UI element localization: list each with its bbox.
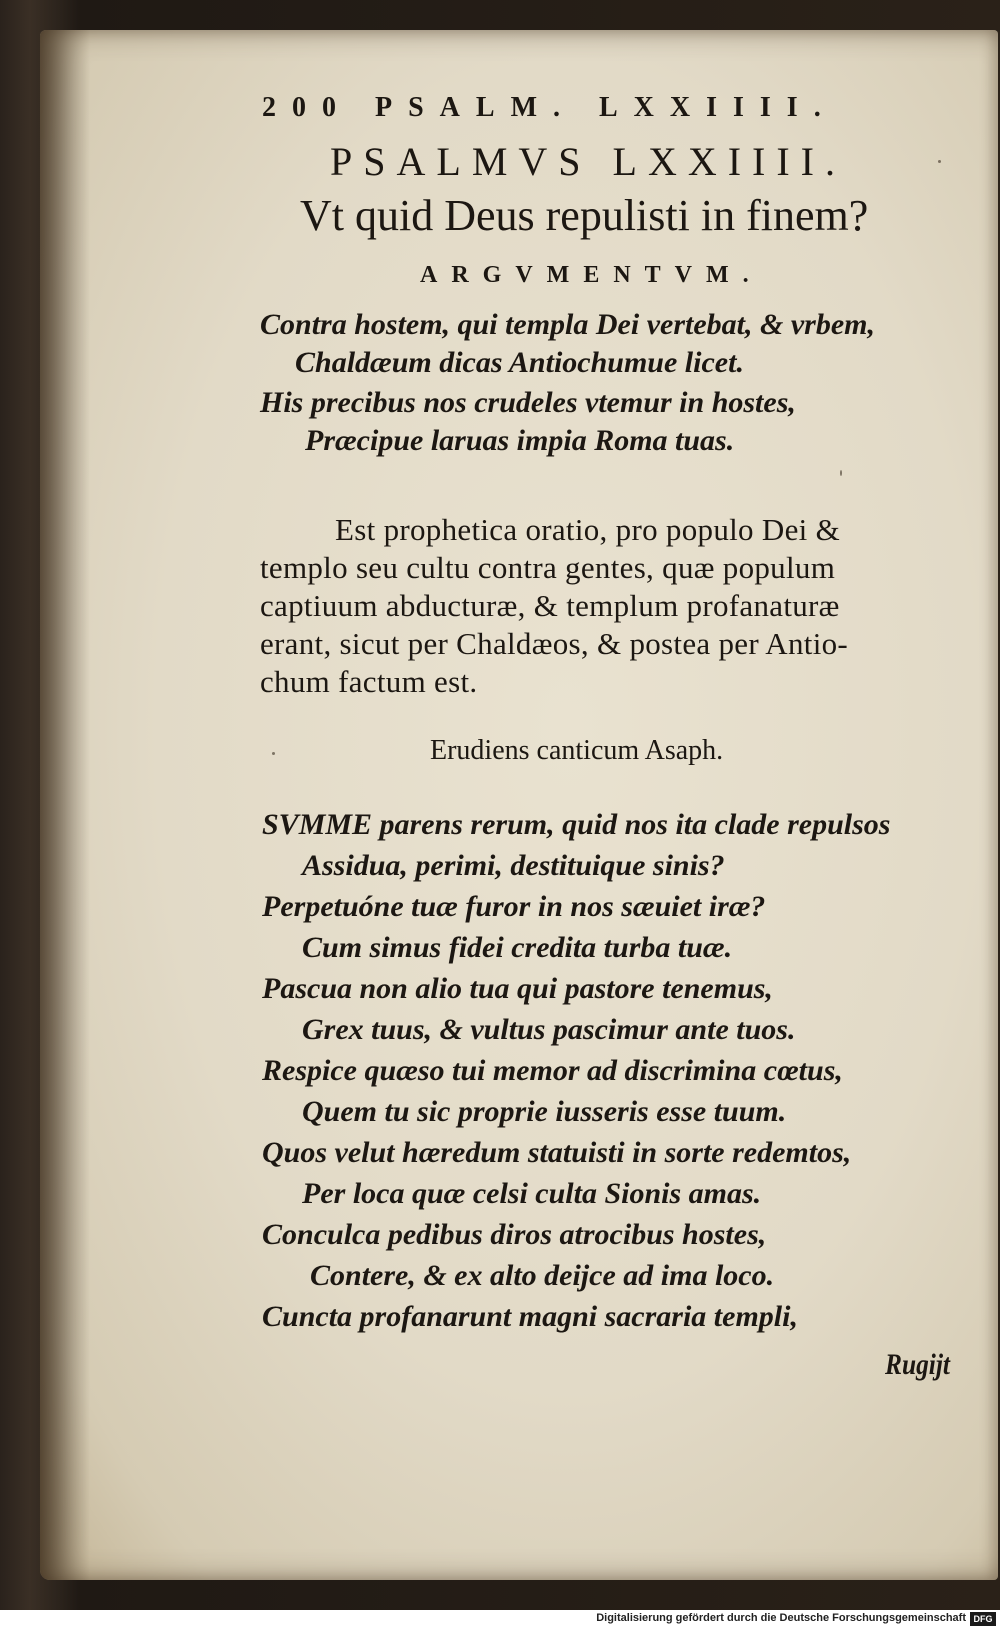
poem-line: Grex tuus, & vultus pascimur ante tuos.	[302, 1013, 796, 1046]
argumentum-heading: ARGVMENTVM.	[420, 262, 763, 288]
poem-line: Contere, & ex alto deijce ad ima loco.	[310, 1259, 775, 1292]
paper-speck	[840, 470, 842, 476]
poem-line: Perpetuóne tuæ furor in nos sæuiet iræ?	[262, 890, 766, 923]
argument-line: His precibus nos crudeles vtemur in hostes,	[260, 386, 796, 419]
paper-speck	[272, 752, 275, 755]
footer-credit: Digitalisierung gefördert durch die Deutsche Forschungsgemeinschaft	[596, 1612, 966, 1624]
argument-line: Chaldæum dicas Antiochumue licet.	[295, 346, 744, 379]
spine-shadow	[40, 30, 90, 1580]
paper-speck	[938, 160, 941, 163]
poem-line: Quem tu sic proprie iusseris esse tuum.	[302, 1095, 787, 1128]
psalm-caption: Erudiens canticum Asaph.	[430, 735, 724, 766]
poem-line: Respice quæso tui memor ad discrimina cœtus,	[262, 1054, 843, 1087]
poem-line: Per loca quæ celsi culta Sionis amas.	[302, 1177, 762, 1210]
argument-line: Contra hostem, qui templa Dei vertebat, & vrbem,	[260, 308, 875, 341]
dfg-logo: DFG	[970, 1612, 996, 1626]
poem-line: Pascua non alio tua qui pastore tenemus,	[262, 972, 773, 1005]
poem-line: Cuncta profanarunt magni sacraria templi,	[262, 1300, 798, 1333]
prose-line: Est prophetica oratio, pro populo Dei &	[335, 512, 841, 547]
poem-line: Assidua, perimi, destituique sinis?	[302, 849, 725, 882]
poem-line: Cum simus fidei credita turba tuæ.	[302, 931, 733, 964]
psalm-title: PSALMVS LXXIIII.	[330, 139, 846, 184]
catchword: Rugijt	[885, 1348, 950, 1381]
psalm-subtitle: Vt quid Deus repulisti in finem?	[300, 191, 869, 240]
prose-line: erant, sicut per Chaldæos, & postea per Antio-	[260, 626, 849, 661]
prose-line: chum factum est.	[260, 664, 478, 699]
prose-line: templo seu cultu contra gentes, quæ populum	[260, 550, 836, 585]
poem-line: Conculca pedibus diros atrocibus hostes,	[262, 1218, 767, 1251]
argument-line: Præcipue laruas impia Roma tuas.	[305, 424, 735, 457]
running-head: 200 PSALM. LXXIIII.	[262, 92, 837, 123]
poem-line: SVMME parens rerum, quid nos ita clade repulsos	[262, 808, 891, 841]
prose-line: captiuum abducturæ, & templum profanaturæ	[260, 588, 840, 623]
poem-line: Quos velut hæredum statuisti in sorte redemtos,	[262, 1136, 852, 1169]
